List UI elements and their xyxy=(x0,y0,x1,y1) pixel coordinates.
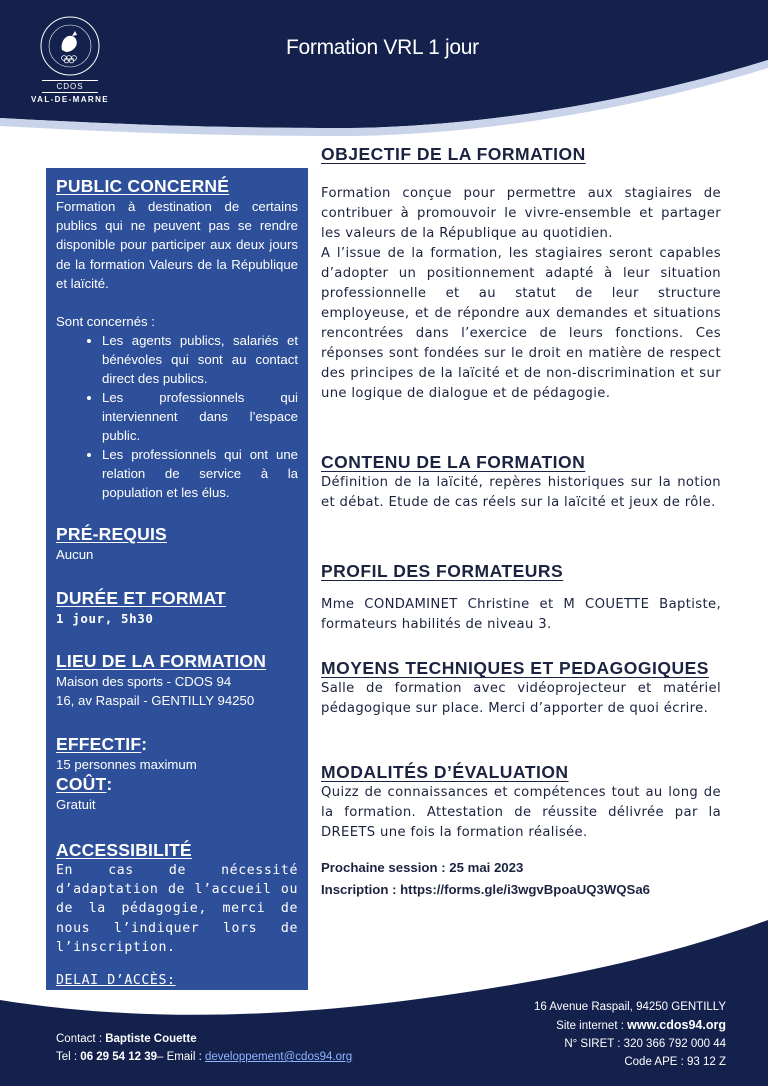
tel-value: 06 29 54 12 39 xyxy=(80,1051,158,1063)
accessibility-heading: ACCESSIBILITÉ xyxy=(56,840,192,860)
next-session: Prochaine session : 25 mai 2023 xyxy=(321,860,524,875)
email-link[interactable]: developpement@cdos94.org xyxy=(204,1051,353,1063)
list-item: • Les professionnels qui ont une relation de service à la population et les élus. xyxy=(102,445,298,502)
concerned-list xyxy=(56,331,298,502)
info-sidebar xyxy=(46,168,308,1008)
moyens-heading: MOYENS TECHNIQUES ET PEDAGOGIQUES xyxy=(321,658,709,678)
email-label: – Email : xyxy=(157,1051,205,1063)
location-line1: Maison des sports - CDOS 94 xyxy=(56,674,232,689)
accessibility-text: En cas de nécessité d’adaptation de l’accueil ou de la pédagogie, merci de nous l’indiquer lors de l’inscription. xyxy=(56,863,298,955)
page-title: Formation VRL 1 jour xyxy=(286,36,479,59)
public-heading: PUBLIC CONCERNÉ xyxy=(56,176,230,196)
footer-siret: N° SIRET : 320 366 792 000 44 xyxy=(564,1038,726,1050)
profil-text: Mme CONDAMINET Christine et M COUETTE Baptiste, formateurs habilités de niveau 3. xyxy=(321,597,721,632)
site-link[interactable]: www.cdos94.org xyxy=(627,1018,726,1032)
contenu-heading: CONTENU DE LA FORMATION xyxy=(321,452,586,472)
effectif-heading: EFFECTIF xyxy=(56,734,142,754)
moyens-text: Salle de formation avec vidéoprojecteur et matériel pédagogique sur place. Merci d’apporter de quoi écrire. xyxy=(321,681,721,716)
inscription-link[interactable]: Inscription : https://forms.gle/i3wgvBpoaUQ3WQSa6 xyxy=(321,882,650,897)
objectif-text-2: A l’issue de la formation, les stagiaires seront capables d’adopter un positionnement adapté à leur situation professionnelle et au statut de leur structure employeuse, et de répondre aux demandes et situations rencontrées dans l’exercice de leurs fonctions. Ces réponses sont fondées sur le droit en matière de respect des principes de la laïcité et de non-discrimination et sur une logique de dialogue et de pédagogie. xyxy=(321,246,721,401)
cout-colon: : xyxy=(106,774,113,795)
contenu-text: Définition de la laïcité, repères historiques sur la notion et débat. Etude de cas réels sur la laïcité et jeux de rôle. xyxy=(321,475,721,510)
cout-value: Gratuit xyxy=(56,797,96,813)
effectif-colon: : xyxy=(141,734,148,754)
olympic-rooster-icon xyxy=(38,14,102,78)
cdos-logo xyxy=(20,14,120,114)
duration-heading: DURÉE ET FORMAT xyxy=(56,588,226,608)
modalites-heading: MODALITÉS D’ÉVALUATION xyxy=(321,762,569,782)
concerned-label: Sont concernés : xyxy=(56,314,155,330)
footer-company-info xyxy=(534,998,726,1071)
delay-label: DELAI D’ACCÈS: xyxy=(56,973,176,989)
location-heading: LIEU DE LA FORMATION xyxy=(56,651,267,671)
footer-address: 16 Avenue Raspail, 94250 GENTILLY xyxy=(533,1001,726,1013)
list-item: • Les professionnels qui interviennent dans l’espace public. xyxy=(102,388,298,445)
modalites-text: Quizz de connaissances et compétences tout au long de la formation. Attestation de réussite délivrée par la DREETS une fois la formation réalisée. xyxy=(321,785,721,840)
list-item: • Les agents publics, salariés et bénévoles qui sont au contact direct des publics. xyxy=(102,331,298,388)
contact-name: Baptiste Couette xyxy=(105,1033,197,1045)
tel-label: Tel : xyxy=(56,1051,81,1063)
prereq-value: Aucun xyxy=(56,547,94,562)
objectif-heading: OBJECTIF DE LA FORMATION xyxy=(321,144,586,164)
logo-cdos-text: CDOS xyxy=(42,80,98,93)
footer-contact xyxy=(56,1030,352,1066)
cout-heading: COÛT xyxy=(56,774,107,795)
logo-region-text: VAL-DE-MARNE xyxy=(31,95,109,104)
site-label: Site internet : xyxy=(556,1020,628,1032)
prereq-heading: PRÉ-REQUIS xyxy=(56,524,167,544)
contact-label: Contact : xyxy=(56,1033,106,1045)
delay-value: Jusqu’au 23 mai 2023 xyxy=(56,992,227,1008)
public-intro: Formation à destination de certains publics qui ne peuvent pas se rendre disponible pour participer aux deux jours de la formation Valeurs de la République et laïcité. xyxy=(56,199,298,291)
location-line2: 16, av Raspail - GENTILLY 94250 xyxy=(56,693,255,709)
duration-value: 1 jour, 5h30 xyxy=(56,611,154,626)
footer-ape: Code APE : 93 12 Z xyxy=(624,1056,726,1068)
objectif-text: Formation conçue pour permettre aux stagiaires de contribuer à promouvoir le vivre-ensemble et partager les valeurs de la République au quotidien. xyxy=(321,186,721,241)
effectif-value: 15 personnes maximum xyxy=(56,757,197,772)
profil-heading: PROFIL DES FORMATEURS xyxy=(321,561,564,581)
